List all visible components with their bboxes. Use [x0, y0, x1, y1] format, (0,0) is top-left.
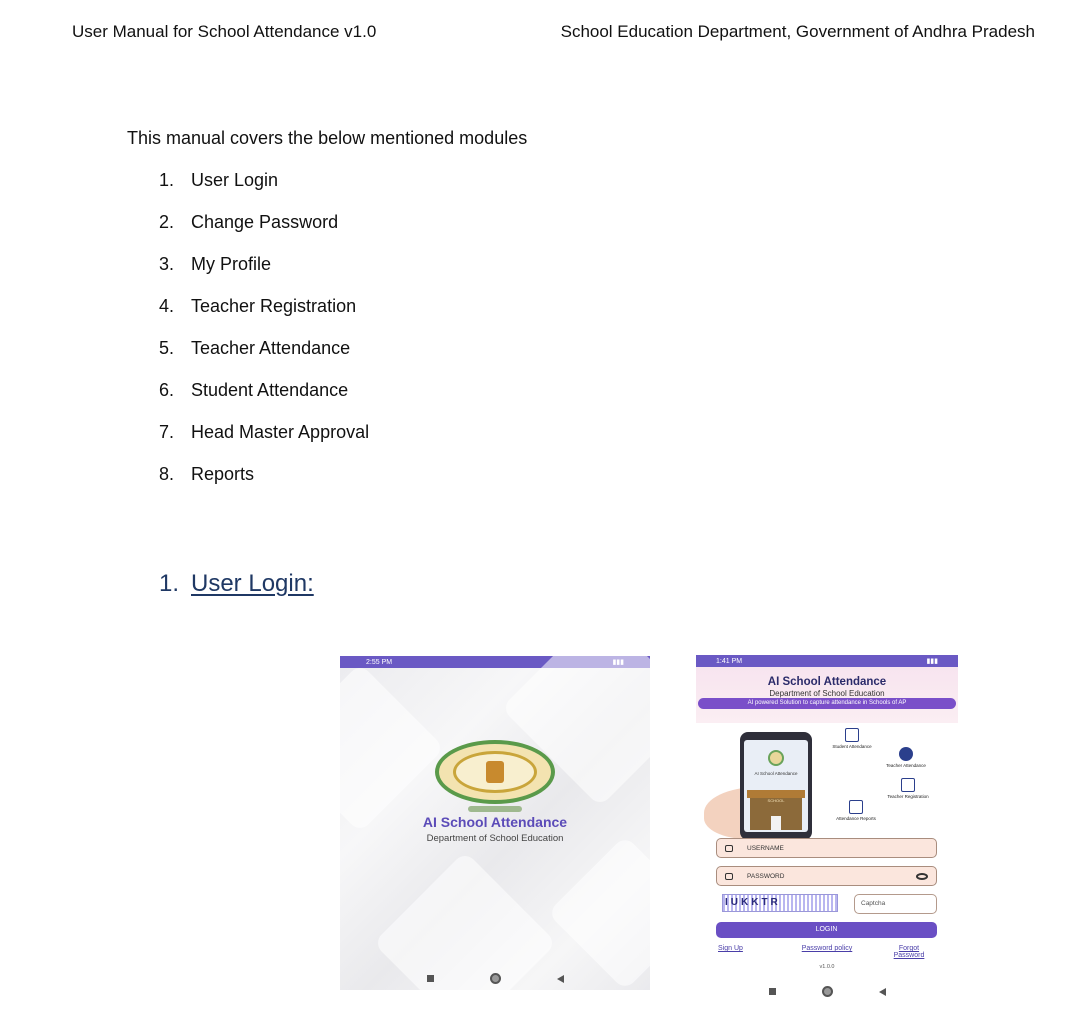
list-item: 8. Reports	[159, 464, 255, 484]
clipboard-icon	[845, 728, 859, 742]
feature-teacher-attendance: Teacher Attendance	[874, 747, 938, 768]
feature-attendance-reports: Attendance Reports	[824, 800, 888, 821]
feature-teacher-registration: Teacher Registration	[876, 778, 940, 799]
status-time: 2:55 PM	[366, 658, 393, 666]
forgot-password-link[interactable]: Forgot Password	[893, 945, 925, 959]
home-icon[interactable]	[490, 973, 501, 984]
android-nav-bar	[696, 986, 958, 997]
list-item: 4. Teacher Registration	[159, 296, 357, 316]
app-subtitle: Department of School Education	[426, 833, 564, 844]
login-button[interactable]: LOGIN	[716, 922, 937, 938]
login-screenshot	[696, 655, 958, 1003]
sign-up-link[interactable]: Sign Up	[718, 945, 743, 952]
phone-illustration	[740, 732, 812, 840]
report-icon	[849, 800, 863, 814]
back-icon[interactable]	[879, 988, 886, 996]
captcha-image: IUKKTR	[722, 894, 838, 912]
eye-icon[interactable]	[916, 873, 928, 880]
back-icon[interactable]	[557, 975, 564, 983]
app-title: AI School Attendance	[767, 676, 887, 688]
version-label: v1.0.0	[819, 964, 835, 970]
user-icon	[725, 845, 733, 852]
status-icons: ▮▮▮	[926, 658, 938, 665]
id-card-icon	[901, 778, 915, 792]
list-item: 7. Head Master Approval	[159, 422, 370, 442]
list-item: 2. Change Password	[159, 212, 339, 232]
section-heading: 1. User Login:	[159, 570, 314, 597]
module-list	[159, 170, 369, 506]
school-building-icon: SCHOOL	[750, 796, 802, 830]
app-subtitle: Department of School Education	[769, 689, 885, 698]
status-bar	[696, 655, 958, 667]
illustration-label: AI School Attendance	[754, 771, 798, 776]
lock-icon	[725, 873, 733, 880]
splash-screenshot	[340, 656, 650, 990]
recents-icon[interactable]	[427, 975, 434, 982]
page-header-right: School Education Department, Government of Andhra Pradesh	[560, 22, 1035, 41]
list-item: 5. Teacher Attendance	[159, 338, 351, 358]
password-field[interactable]: PASSWORD	[716, 866, 937, 886]
list-item: 3. My Profile	[159, 254, 272, 274]
app-title: AI School Attendance	[422, 814, 568, 830]
emblem-caption-icon	[468, 806, 522, 812]
list-item: 1. User Login	[159, 170, 279, 190]
password-policy-link[interactable]: Password policy	[801, 945, 853, 952]
feature-student-attendance: Student Attendance	[820, 728, 884, 749]
emblem-icon	[768, 750, 784, 766]
captcha-input[interactable]: Captcha	[854, 894, 937, 914]
android-nav-bar	[340, 973, 650, 984]
recents-icon[interactable]	[769, 988, 776, 995]
ap-emblem-icon	[435, 740, 555, 804]
status-time: 1:41 PM	[716, 657, 743, 665]
tagline-banner: AI powered Solution to capture attendance in Schools of AP	[698, 698, 956, 709]
user-check-icon	[899, 747, 913, 761]
intro-text: This manual covers the below mentioned modules	[127, 128, 528, 148]
home-icon[interactable]	[822, 986, 833, 997]
list-item: 6. Student Attendance	[159, 380, 349, 400]
page-header-left: User Manual for School Attendance v1.0	[72, 22, 377, 41]
username-field[interactable]: USERNAME	[716, 838, 937, 858]
